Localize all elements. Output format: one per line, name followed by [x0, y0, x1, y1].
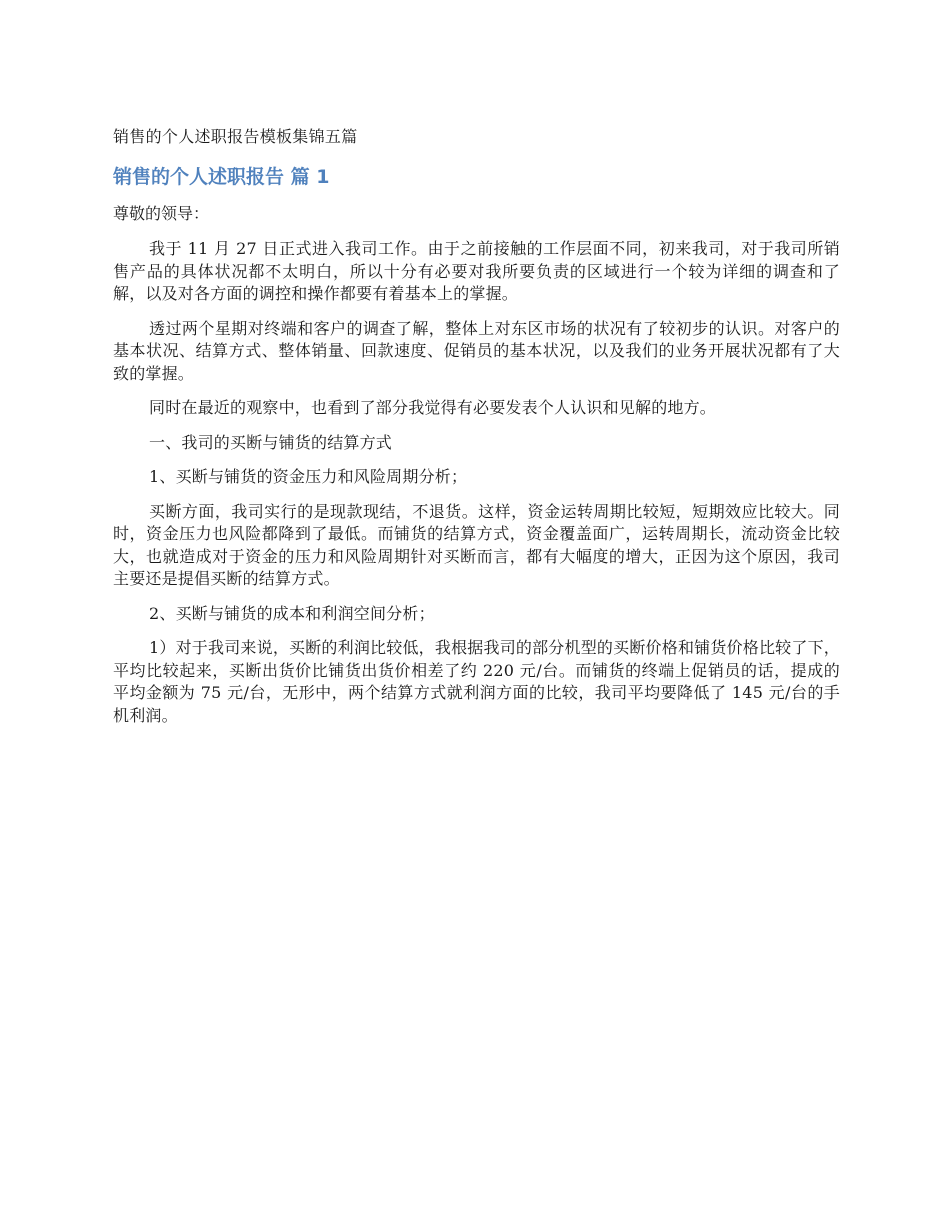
paragraph-buyout: 买断方面，我司实行的是现款现结，不退货。这样，资金运转周期比较短，短期效应比较大。同时，资金压力也风险都降到了最低。而铺货的结算方式，资金覆盖面广，运转周期长，流动资金比较大，也就造成对于资金的压力和风险周期针对买断而言，都有大幅度的增大，正因为这个原因，我司主要还是提倡买断的结算方式。: [113, 501, 840, 588]
paragraph-profit: 1）对于我司来说，买断的利润比较低，我根据我司的部分机型的买断价格和铺货价格比较了下，平均比较起来，买断出货价比铺货出货价相差了约 220 元/台。而铺货的终端上促销员的话，提成的平均金额为 75 元/台，无形中，两个结算方式就利润方面的比较，我司平均要降低了 145 元/台的手机利润。: [113, 638, 840, 725]
paragraph-survey: 透过两个星期对终端和客户的调查了解，整体上对东区市场的状况有了较初步的认识。对客户的基本状况、结算方式、整体销量、回款速度、促销员的基本状况，以及我们的业务开展状况都有了大致的掌握。: [113, 318, 840, 383]
salutation: 尊敬的领导：: [113, 204, 210, 223]
paragraph-intro: 我于 11 月 27 日正式进入我司工作。由于之前接触的工作层面不同，初来我司，对于我司所销售产品的具体状况都不太明白，所以十分有必要对我所要负责的区域进行一个较为详细的调查和了解，以及对各方面的调控和操作都要有着基本上的掌握。: [113, 239, 840, 303]
paragraph-observation: 同时在最近的观察中，也看到了部分我觉得有必要发表个人认识和见解的地方。: [149, 398, 717, 417]
subheading-cost-analysis: 2、买断与铺货的成本和利润空间分析；: [149, 603, 435, 623]
subheading-risk-analysis: 1、买断与铺货的资金压力和风险周期分析；: [149, 467, 468, 486]
section-heading: 销售的个人述职报告 篇 1: [113, 166, 330, 188]
document-page: [113, 124, 840, 739]
document-title: 销售的个人述职报告模板集锦五篇: [113, 127, 358, 146]
subheading-settlement: 一、我司的买断与铺货的结算方式: [149, 432, 393, 452]
